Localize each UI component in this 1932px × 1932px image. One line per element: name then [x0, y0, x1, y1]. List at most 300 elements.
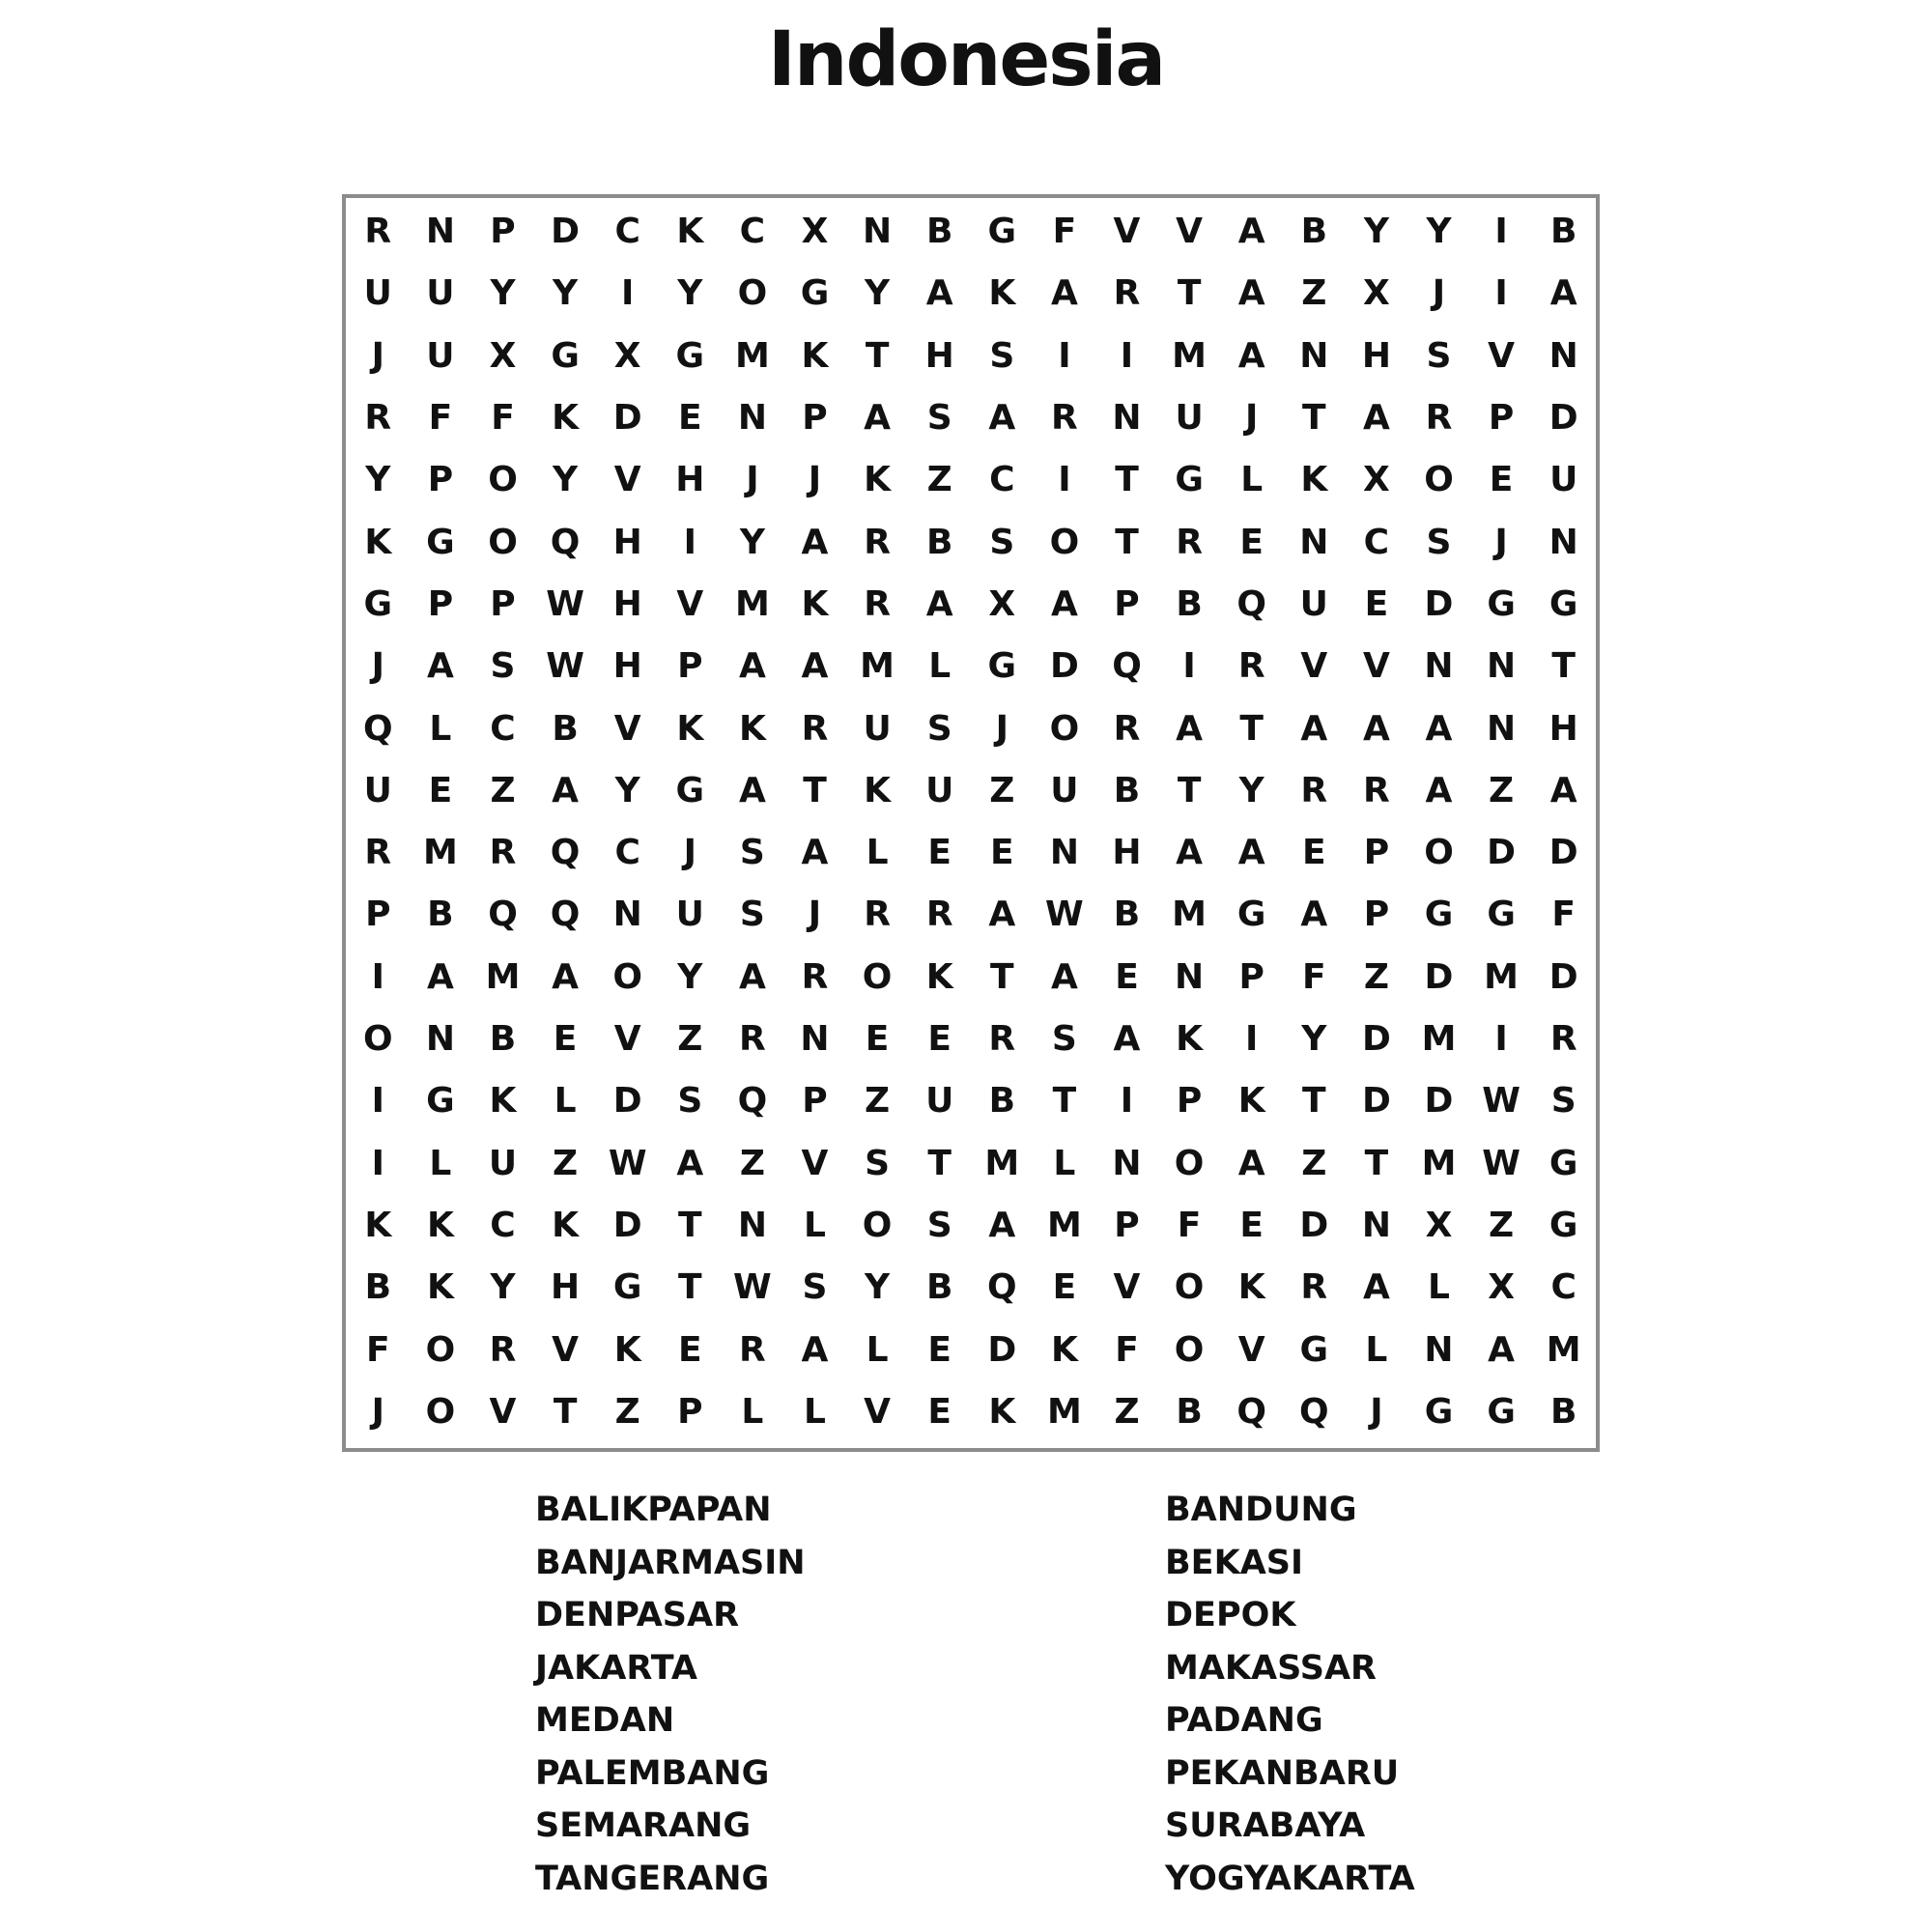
grid-cell[interactable]: F: [1301, 956, 1326, 997]
grid-cell[interactable]: M: [984, 1143, 1020, 1183]
grid-cell[interactable]: C: [1550, 1267, 1577, 1308]
grid-cell[interactable]: N: [863, 212, 893, 252]
grid-cell[interactable]: Z: [739, 1143, 765, 1183]
grid-cell[interactable]: L: [1428, 1267, 1450, 1308]
grid-cell[interactable]: S: [989, 335, 1015, 376]
grid-cell[interactable]: Y: [1363, 212, 1389, 252]
grid-cell[interactable]: W: [608, 1143, 647, 1183]
grid-cell[interactable]: Z: [1489, 770, 1515, 810]
grid-cell[interactable]: Q: [1236, 583, 1266, 624]
grid-cell[interactable]: N: [1175, 956, 1205, 997]
grid-cell[interactable]: B: [364, 1267, 392, 1308]
grid-cell[interactable]: O: [862, 956, 893, 997]
grid-cell[interactable]: R: [1051, 398, 1078, 439]
grid-cell[interactable]: R: [1425, 398, 1453, 439]
grid-cell[interactable]: A: [925, 273, 953, 314]
grid-cell[interactable]: N: [1548, 335, 1578, 376]
grid-cell[interactable]: T: [1115, 460, 1139, 500]
grid-cell[interactable]: M: [1421, 1143, 1457, 1183]
grid-cell[interactable]: N: [1424, 1329, 1454, 1370]
grid-cell[interactable]: K: [801, 335, 829, 376]
grid-cell[interactable]: G: [987, 646, 1017, 687]
grid-cell[interactable]: M: [1546, 1329, 1581, 1370]
grid-cell[interactable]: T: [1052, 1081, 1077, 1122]
grid-cell[interactable]: Q: [550, 522, 581, 562]
grid-cell[interactable]: G: [426, 522, 455, 562]
grid-cell[interactable]: H: [1112, 833, 1142, 873]
grid-cell[interactable]: G: [1424, 1391, 1454, 1432]
grid-cell[interactable]: S: [677, 1081, 703, 1122]
grid-cell[interactable]: V: [1488, 335, 1516, 376]
grid-cell[interactable]: B: [925, 522, 953, 562]
grid-cell[interactable]: A: [1488, 1329, 1516, 1370]
grid-cell[interactable]: K: [988, 1391, 1016, 1432]
grid-cell[interactable]: J: [1432, 273, 1446, 314]
grid-cell[interactable]: L: [1365, 1329, 1388, 1370]
grid-cell[interactable]: I: [371, 1081, 384, 1122]
grid-cell[interactable]: R: [988, 1019, 1016, 1060]
grid-cell[interactable]: M: [734, 335, 770, 376]
grid-cell[interactable]: Y: [677, 273, 703, 314]
grid-cell[interactable]: Q: [488, 895, 518, 935]
grid-cell[interactable]: Q: [1298, 1391, 1329, 1432]
grid-cell[interactable]: J: [1244, 398, 1259, 439]
grid-cell[interactable]: S: [926, 1205, 952, 1245]
grid-cell[interactable]: V: [801, 1143, 829, 1183]
grid-cell[interactable]: N: [1049, 833, 1079, 873]
grid-cell[interactable]: C: [739, 212, 766, 252]
grid-cell[interactable]: F: [366, 1329, 390, 1370]
grid-cell[interactable]: Y: [614, 770, 640, 810]
grid-cell[interactable]: C: [490, 708, 516, 749]
grid-cell[interactable]: I: [1058, 335, 1071, 376]
grid-cell[interactable]: G: [1175, 460, 1204, 500]
grid-cell[interactable]: P: [1114, 583, 1140, 624]
grid-cell[interactable]: R: [489, 1329, 517, 1370]
grid-cell[interactable]: E: [927, 833, 952, 873]
grid-cell[interactable]: J: [1370, 1391, 1383, 1432]
grid-cell[interactable]: N: [1361, 1205, 1391, 1245]
grid-cell[interactable]: I: [620, 273, 635, 314]
grid-cell[interactable]: K: [1300, 460, 1328, 500]
grid-cell[interactable]: E: [677, 398, 702, 439]
grid-cell[interactable]: Y: [865, 1267, 891, 1308]
grid-cell[interactable]: N: [737, 1205, 767, 1245]
grid-cell[interactable]: Y: [553, 273, 579, 314]
grid-cell[interactable]: Z: [865, 1081, 891, 1122]
grid-cell[interactable]: K: [489, 1081, 517, 1122]
grid-cell[interactable]: H: [1548, 708, 1578, 749]
grid-cell[interactable]: O: [1049, 708, 1080, 749]
grid-cell[interactable]: Z: [553, 1143, 579, 1183]
grid-cell[interactable]: D: [612, 398, 642, 439]
grid-cell[interactable]: I: [1120, 335, 1134, 376]
grid-cell[interactable]: V: [613, 1019, 641, 1060]
grid-cell[interactable]: R: [364, 212, 392, 252]
grid-cell[interactable]: A: [1362, 1267, 1390, 1308]
grid-cell[interactable]: G: [1548, 1205, 1578, 1245]
grid-cell[interactable]: A: [552, 770, 580, 810]
grid-cell[interactable]: H: [675, 460, 705, 500]
grid-cell[interactable]: Z: [614, 1391, 640, 1432]
grid-cell[interactable]: N: [1487, 646, 1517, 687]
grid-cell[interactable]: N: [800, 1019, 830, 1060]
grid-cell[interactable]: A: [676, 1143, 704, 1183]
grid-cell[interactable]: F: [1177, 1205, 1202, 1245]
grid-cell[interactable]: X: [1425, 1205, 1453, 1245]
grid-cell[interactable]: T: [865, 335, 890, 376]
grid-cell[interactable]: A: [552, 956, 580, 997]
grid-cell[interactable]: E: [1489, 460, 1514, 500]
grid-cell[interactable]: K: [426, 1267, 454, 1308]
grid-cell[interactable]: T: [553, 1391, 578, 1432]
grid-cell[interactable]: H: [612, 583, 642, 624]
grid-cell[interactable]: W: [1482, 1081, 1520, 1122]
grid-cell[interactable]: T: [1364, 1143, 1389, 1183]
grid-cell[interactable]: T: [1239, 708, 1264, 749]
grid-cell[interactable]: P: [677, 646, 703, 687]
grid-cell[interactable]: W: [1045, 895, 1084, 935]
grid-cell[interactable]: K: [552, 398, 580, 439]
grid-cell[interactable]: R: [489, 833, 517, 873]
grid-cell[interactable]: A: [738, 770, 766, 810]
grid-cell[interactable]: Y: [1238, 770, 1264, 810]
grid-cell[interactable]: E: [989, 833, 1014, 873]
grid-cell[interactable]: U: [1549, 460, 1578, 500]
grid-cell[interactable]: X: [801, 212, 829, 252]
grid-cell[interactable]: R: [739, 1329, 766, 1370]
grid-cell[interactable]: P: [1488, 398, 1515, 439]
grid-cell[interactable]: U: [675, 895, 704, 935]
grid-cell[interactable]: T: [1551, 646, 1576, 687]
grid-cell[interactable]: E: [1239, 1205, 1264, 1245]
grid-cell[interactable]: H: [612, 646, 642, 687]
grid-cell[interactable]: T: [1115, 522, 1139, 562]
grid-cell[interactable]: O: [1174, 1143, 1205, 1183]
grid-cell[interactable]: I: [1494, 212, 1508, 252]
grid-cell[interactable]: A: [1237, 833, 1265, 873]
grid-cell[interactable]: S: [1426, 335, 1452, 376]
grid-cell[interactable]: V: [864, 1391, 892, 1432]
grid-cell[interactable]: B: [1176, 1391, 1203, 1432]
grid-cell[interactable]: F: [1052, 212, 1077, 252]
grid-cell[interactable]: L: [866, 1329, 889, 1370]
grid-cell[interactable]: S: [739, 833, 765, 873]
grid-cell[interactable]: U: [863, 708, 892, 749]
grid-cell[interactable]: G: [1487, 583, 1516, 624]
grid-cell[interactable]: B: [925, 212, 953, 252]
grid-cell[interactable]: R: [925, 895, 953, 935]
grid-cell[interactable]: B: [1113, 770, 1141, 810]
grid-cell[interactable]: H: [924, 335, 954, 376]
grid-cell[interactable]: N: [737, 398, 767, 439]
grid-cell[interactable]: I: [683, 522, 696, 562]
grid-cell[interactable]: D: [1361, 1019, 1391, 1060]
grid-cell[interactable]: I: [1494, 273, 1508, 314]
grid-cell[interactable]: K: [1237, 1081, 1265, 1122]
grid-cell[interactable]: V: [1176, 212, 1204, 252]
grid-cell[interactable]: J: [371, 646, 384, 687]
grid-cell[interactable]: L: [1240, 460, 1264, 500]
grid-cell[interactable]: G: [612, 1267, 642, 1308]
grid-cell[interactable]: D: [1361, 1081, 1391, 1122]
grid-cell[interactable]: K: [925, 956, 953, 997]
grid-cell[interactable]: D: [1299, 1205, 1329, 1245]
grid-cell[interactable]: Y: [739, 522, 765, 562]
grid-cell[interactable]: O: [1174, 1329, 1205, 1370]
grid-cell[interactable]: E: [1301, 833, 1326, 873]
grid-cell[interactable]: A: [988, 895, 1016, 935]
grid-cell[interactable]: E: [553, 1019, 578, 1060]
grid-cell[interactable]: D: [1424, 956, 1454, 997]
grid-cell[interactable]: A: [801, 646, 829, 687]
grid-cell[interactable]: R: [1176, 522, 1203, 562]
grid-cell[interactable]: A: [1237, 273, 1265, 314]
grid-cell[interactable]: Z: [677, 1019, 703, 1060]
grid-cell[interactable]: M: [1172, 335, 1207, 376]
grid-cell[interactable]: I: [371, 956, 384, 997]
grid-cell[interactable]: A: [988, 1205, 1016, 1245]
grid-cell[interactable]: A: [1050, 956, 1078, 997]
grid-cell[interactable]: G: [1548, 1143, 1578, 1183]
grid-cell[interactable]: W: [546, 646, 584, 687]
grid-cell[interactable]: M: [1484, 956, 1519, 997]
grid-cell[interactable]: Y: [553, 460, 579, 500]
grid-cell[interactable]: G: [1487, 1391, 1516, 1432]
grid-cell[interactable]: H: [1361, 335, 1391, 376]
grid-cell[interactable]: W: [1482, 1143, 1520, 1183]
grid-cell[interactable]: I: [1182, 646, 1196, 687]
grid-cell[interactable]: A: [1176, 833, 1204, 873]
grid-cell[interactable]: B: [988, 1081, 1016, 1122]
grid-cell[interactable]: D: [612, 1081, 642, 1122]
grid-cell[interactable]: R: [364, 833, 392, 873]
grid-cell[interactable]: G: [1299, 1329, 1329, 1370]
grid-cell[interactable]: O: [362, 1019, 393, 1060]
grid-cell[interactable]: O: [1174, 1267, 1205, 1308]
grid-cell[interactable]: S: [802, 1267, 828, 1308]
grid-cell[interactable]: B: [489, 1019, 517, 1060]
grid-cell[interactable]: D: [1487, 833, 1517, 873]
grid-cell[interactable]: F: [491, 398, 515, 439]
grid-cell[interactable]: G: [363, 583, 393, 624]
grid-cell[interactable]: A: [1237, 1143, 1265, 1183]
grid-cell[interactable]: K: [1237, 1267, 1265, 1308]
grid-cell[interactable]: T: [1177, 273, 1202, 314]
grid-cell[interactable]: E: [927, 1019, 952, 1060]
grid-cell[interactable]: D: [987, 1329, 1017, 1370]
grid-cell[interactable]: Q: [550, 895, 581, 935]
grid-cell[interactable]: L: [804, 1205, 826, 1245]
grid-cell[interactable]: L: [741, 1391, 764, 1432]
grid-cell[interactable]: M: [734, 583, 770, 624]
grid-cell[interactable]: S: [490, 646, 516, 687]
grid-cell[interactable]: U: [488, 1143, 518, 1183]
grid-cell[interactable]: J: [371, 335, 384, 376]
grid-cell[interactable]: T: [678, 1267, 702, 1308]
grid-cell[interactable]: P: [1238, 956, 1264, 997]
grid-cell[interactable]: N: [1112, 398, 1142, 439]
grid-cell[interactable]: A: [1050, 273, 1078, 314]
grid-cell[interactable]: Z: [490, 770, 516, 810]
grid-cell[interactable]: P: [427, 583, 454, 624]
grid-cell[interactable]: D: [551, 212, 581, 252]
grid-cell[interactable]: U: [1299, 583, 1328, 624]
grid-cell[interactable]: E: [927, 1329, 952, 1370]
grid-cell[interactable]: K: [738, 708, 766, 749]
grid-cell[interactable]: N: [425, 1019, 455, 1060]
grid-cell[interactable]: I: [371, 1143, 384, 1183]
grid-cell[interactable]: W: [546, 583, 584, 624]
grid-cell[interactable]: K: [864, 460, 892, 500]
grid-cell[interactable]: K: [988, 273, 1016, 314]
grid-cell[interactable]: H: [551, 1267, 581, 1308]
grid-cell[interactable]: I: [1494, 1019, 1508, 1060]
grid-cell[interactable]: M: [860, 646, 895, 687]
grid-cell[interactable]: F: [428, 398, 453, 439]
grid-cell[interactable]: E: [1239, 522, 1264, 562]
grid-cell[interactable]: R: [1113, 273, 1141, 314]
grid-cell[interactable]: L: [429, 1143, 452, 1183]
grid-cell[interactable]: A: [864, 398, 892, 439]
grid-cell[interactable]: V: [489, 1391, 517, 1432]
grid-cell[interactable]: E: [865, 1019, 890, 1060]
grid-cell[interactable]: R: [1549, 1019, 1577, 1060]
grid-cell[interactable]: Q: [986, 1267, 1017, 1308]
grid-cell[interactable]: X: [1363, 273, 1390, 314]
grid-cell[interactable]: U: [426, 335, 455, 376]
grid-cell[interactable]: E: [1115, 956, 1139, 997]
grid-cell[interactable]: A: [801, 1329, 829, 1370]
grid-cell[interactable]: R: [1363, 770, 1390, 810]
grid-cell[interactable]: O: [737, 273, 768, 314]
grid-cell[interactable]: Z: [1489, 1205, 1515, 1245]
grid-cell[interactable]: Z: [926, 460, 952, 500]
grid-cell[interactable]: C: [614, 212, 640, 252]
grid-cell[interactable]: C: [1363, 522, 1390, 562]
grid-cell[interactable]: U: [363, 273, 392, 314]
grid-cell[interactable]: U: [1050, 770, 1079, 810]
grid-cell[interactable]: V: [552, 1329, 580, 1370]
grid-cell[interactable]: U: [925, 1081, 954, 1122]
grid-cell[interactable]: B: [1300, 212, 1328, 252]
grid-cell[interactable]: A: [426, 646, 454, 687]
grid-cell[interactable]: T: [990, 956, 1014, 997]
grid-cell[interactable]: R: [864, 895, 891, 935]
grid-cell[interactable]: N: [1112, 1143, 1142, 1183]
grid-cell[interactable]: K: [364, 522, 392, 562]
grid-cell[interactable]: E: [1364, 583, 1389, 624]
grid-cell[interactable]: B: [552, 708, 579, 749]
grid-cell[interactable]: S: [926, 398, 952, 439]
grid-cell[interactable]: I: [1244, 1019, 1259, 1060]
grid-cell[interactable]: Y: [490, 273, 516, 314]
grid-cell[interactable]: D: [1424, 583, 1454, 624]
grid-cell[interactable]: O: [488, 460, 518, 500]
grid-cell[interactable]: J: [995, 708, 1009, 749]
grid-cell[interactable]: V: [1113, 1267, 1141, 1308]
grid-cell[interactable]: V: [613, 460, 641, 500]
grid-cell[interactable]: P: [490, 212, 516, 252]
grid-cell[interactable]: A: [1176, 708, 1204, 749]
grid-cell[interactable]: T: [927, 1143, 952, 1183]
grid-cell[interactable]: O: [862, 1205, 893, 1245]
grid-cell[interactable]: B: [1549, 212, 1577, 252]
grid-cell[interactable]: A: [1425, 770, 1453, 810]
grid-cell[interactable]: E: [428, 770, 453, 810]
grid-cell[interactable]: A: [1549, 770, 1577, 810]
grid-cell[interactable]: R: [739, 1019, 766, 1060]
grid-cell[interactable]: O: [1424, 460, 1454, 500]
grid-cell[interactable]: D: [1049, 646, 1079, 687]
grid-cell[interactable]: X: [613, 335, 641, 376]
grid-cell[interactable]: A: [1549, 273, 1577, 314]
grid-cell[interactable]: A: [1113, 1019, 1141, 1060]
grid-cell[interactable]: U: [363, 770, 392, 810]
grid-cell[interactable]: E: [677, 1329, 702, 1370]
grid-cell[interactable]: P: [802, 1081, 828, 1122]
grid-cell[interactable]: R: [1300, 1267, 1328, 1308]
grid-cell[interactable]: N: [1299, 335, 1329, 376]
grid-cell[interactable]: R: [801, 708, 829, 749]
grid-cell[interactable]: L: [804, 1391, 826, 1432]
grid-cell[interactable]: Q: [1236, 1391, 1266, 1432]
grid-cell[interactable]: V: [1237, 1329, 1265, 1370]
grid-cell[interactable]: M: [1421, 1019, 1457, 1060]
grid-cell[interactable]: I: [1120, 1081, 1134, 1122]
grid-cell[interactable]: T: [1177, 770, 1202, 810]
grid-cell[interactable]: G: [675, 335, 705, 376]
grid-cell[interactable]: Q: [1112, 646, 1142, 687]
grid-cell[interactable]: D: [612, 1205, 642, 1245]
grid-cell[interactable]: C: [490, 1205, 516, 1245]
grid-cell[interactable]: Y: [1301, 1019, 1327, 1060]
grid-cell[interactable]: K: [613, 1329, 641, 1370]
grid-cell[interactable]: N: [1424, 646, 1454, 687]
grid-cell[interactable]: A: [738, 956, 766, 997]
grid-cell[interactable]: Y: [865, 273, 891, 314]
grid-cell[interactable]: Y: [677, 956, 703, 997]
grid-cell[interactable]: P: [802, 398, 828, 439]
grid-cell[interactable]: Z: [1301, 273, 1327, 314]
grid-cell[interactable]: J: [1494, 522, 1508, 562]
grid-cell[interactable]: C: [989, 460, 1015, 500]
grid-cell[interactable]: U: [426, 273, 455, 314]
grid-cell[interactable]: L: [1053, 1143, 1076, 1183]
grid-cell[interactable]: Y: [1426, 212, 1452, 252]
grid-cell[interactable]: P: [365, 895, 391, 935]
grid-cell[interactable]: R: [1237, 646, 1265, 687]
grid-cell[interactable]: Q: [550, 833, 581, 873]
grid-cell[interactable]: L: [554, 1081, 577, 1122]
grid-cell[interactable]: T: [1302, 1081, 1326, 1122]
grid-cell[interactable]: A: [1237, 335, 1265, 376]
grid-cell[interactable]: S: [865, 1143, 891, 1183]
grid-cell[interactable]: M: [485, 956, 521, 997]
grid-cell[interactable]: N: [1548, 522, 1578, 562]
grid-cell[interactable]: G: [1487, 895, 1516, 935]
grid-cell[interactable]: A: [1050, 583, 1078, 624]
grid-cell[interactable]: Q: [737, 1081, 768, 1122]
grid-cell[interactable]: D: [1548, 833, 1578, 873]
grid-cell[interactable]: M: [1046, 1391, 1082, 1432]
grid-cell[interactable]: A: [1237, 212, 1265, 252]
grid-cell[interactable]: L: [866, 833, 889, 873]
grid-cell[interactable]: S: [739, 895, 765, 935]
grid-cell[interactable]: S: [989, 522, 1015, 562]
grid-cell[interactable]: Z: [1301, 1143, 1327, 1183]
grid-cell[interactable]: I: [1058, 460, 1071, 500]
